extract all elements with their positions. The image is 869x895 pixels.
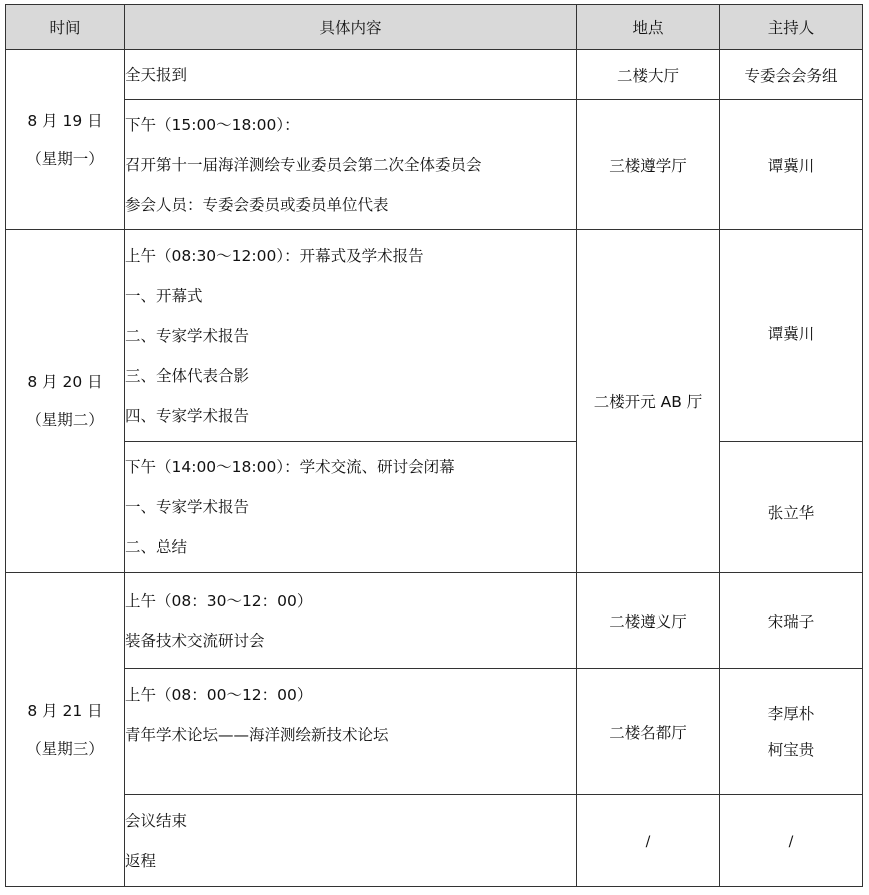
table-row bbox=[6, 573, 863, 669]
content-line: 下午（15:00～18:00）： bbox=[125, 115, 300, 134]
host-text: 谭冀川 bbox=[767, 156, 815, 175]
content-cell bbox=[125, 50, 577, 100]
weekday-text: （星期一） bbox=[26, 149, 104, 168]
content-line: 下午（14:00～18:00）：学术交流、研讨会闭幕 bbox=[125, 458, 455, 476]
host-text: 柯宝贵 bbox=[767, 740, 815, 759]
content-cell bbox=[125, 100, 577, 230]
table-row bbox=[6, 669, 863, 795]
header-time: 时间 bbox=[6, 5, 125, 50]
host-cell bbox=[720, 573, 863, 669]
host-text: 专委会会务组 bbox=[744, 66, 838, 85]
content-line: 装备技术交流研讨会 bbox=[125, 631, 265, 650]
content-cell bbox=[125, 669, 577, 795]
host-cell bbox=[720, 669, 863, 795]
header-host: 主持人 bbox=[720, 5, 863, 50]
content-line: 二、总结 bbox=[125, 538, 188, 556]
content-cell bbox=[125, 795, 577, 887]
host-cell bbox=[720, 442, 863, 573]
content-line: 参会人员：专委会委员或委员单位代表 bbox=[125, 195, 389, 214]
date-text: 8 月 19 日 bbox=[27, 111, 103, 130]
header-location: 地点 bbox=[577, 5, 720, 50]
weekday-text: （星期二） bbox=[26, 411, 104, 429]
schedule-table bbox=[5, 4, 863, 887]
host-text: / bbox=[788, 833, 794, 850]
location-cell bbox=[577, 100, 720, 230]
content-line: 召开第十一届海洋测绘专业委员会第二次全体委员会 bbox=[125, 155, 482, 174]
table-row bbox=[6, 50, 863, 100]
host-text: 张立华 bbox=[767, 504, 815, 522]
host-cell bbox=[720, 50, 863, 100]
content-cell bbox=[125, 573, 577, 669]
weekday-text: （星期三） bbox=[26, 739, 104, 758]
table-row bbox=[6, 795, 863, 887]
location-text: 二楼开元 AB 厅 bbox=[593, 393, 703, 411]
content-line: 会议结束 bbox=[125, 811, 188, 830]
header-row bbox=[6, 5, 863, 50]
location-cell bbox=[577, 669, 720, 795]
content-line: 一、专家学术报告 bbox=[125, 498, 250, 516]
location-text: 二楼大厅 bbox=[616, 66, 679, 85]
content-line: 二、专家学术报告 bbox=[125, 326, 250, 345]
location-cell bbox=[577, 230, 720, 573]
table-row bbox=[6, 442, 863, 573]
host-text: 谭冀川 bbox=[767, 325, 815, 343]
content-line: 一、开幕式 bbox=[125, 286, 203, 305]
host-text: 宋瑞子 bbox=[767, 612, 815, 631]
table-row bbox=[6, 100, 863, 230]
content-line: 上午（08:30～12:00）：开幕式及学术报告 bbox=[125, 246, 424, 265]
location-text: 二楼遵义厅 bbox=[609, 612, 687, 631]
table-row bbox=[6, 230, 863, 442]
location-cell bbox=[577, 573, 720, 669]
content-line: 返程 bbox=[125, 851, 157, 870]
content-line: 四、专家学术报告 bbox=[125, 406, 250, 425]
content-cell bbox=[125, 442, 577, 573]
location-text: 二楼名都厅 bbox=[609, 723, 687, 742]
host-cell bbox=[720, 230, 863, 442]
content-line: 上午（08：00～12：00） bbox=[125, 686, 313, 704]
date-text: 8 月 20 日 bbox=[27, 373, 103, 391]
date-cell bbox=[6, 50, 125, 230]
content-line: 上午（08：30～12：00） bbox=[125, 591, 313, 610]
location-cell bbox=[577, 50, 720, 100]
header-content: 具体内容 bbox=[125, 5, 577, 50]
date-text: 8 月 21 日 bbox=[27, 701, 103, 720]
host-text: 李厚朴 bbox=[767, 704, 815, 723]
host-cell bbox=[720, 795, 863, 887]
location-text: 三楼遵学厅 bbox=[609, 156, 687, 175]
content-line: 三、全体代表合影 bbox=[125, 366, 250, 385]
content-cell bbox=[125, 230, 577, 442]
content-line: 全天报到 bbox=[125, 65, 188, 84]
host-cell bbox=[720, 100, 863, 230]
content-line: 青年学术论坛——海洋测绘新技术论坛 bbox=[125, 726, 389, 744]
date-cell bbox=[6, 230, 125, 573]
date-cell bbox=[6, 573, 125, 887]
location-cell bbox=[577, 795, 720, 887]
location-text: / bbox=[645, 833, 651, 850]
